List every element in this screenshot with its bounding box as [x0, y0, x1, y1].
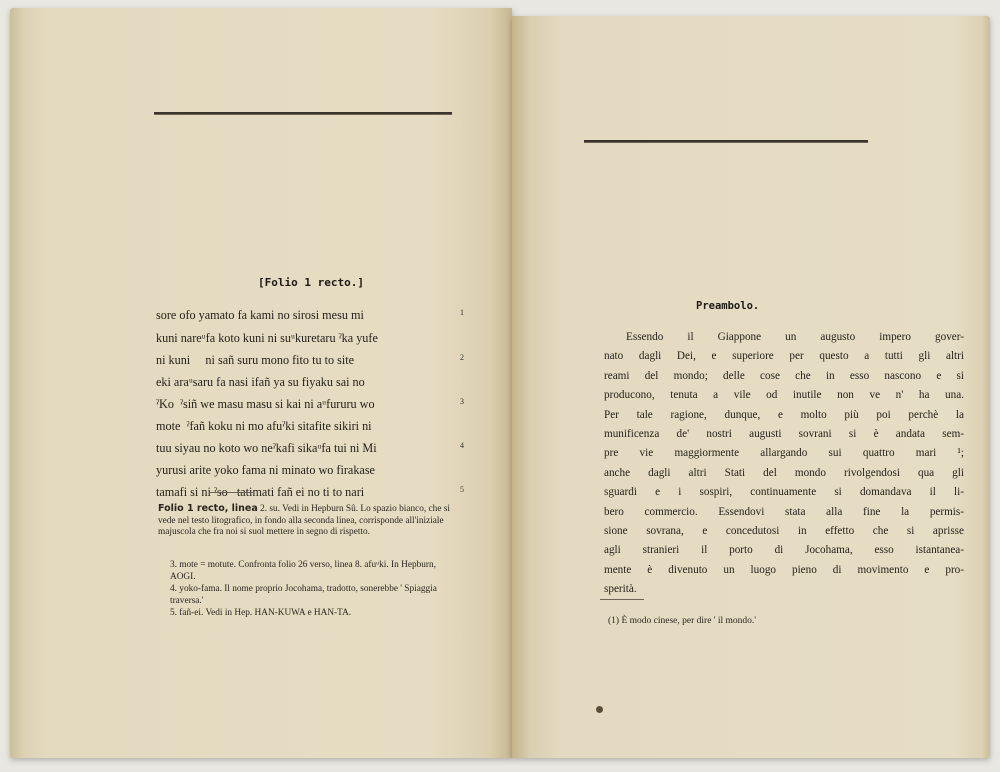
right-page [512, 16, 990, 758]
line-marker-5: 5 [460, 485, 464, 494]
line-marker-1: 1 [460, 308, 464, 317]
footnote-1 [158, 503, 458, 539]
footnote-4: 4. yoko-fama. Il nome proprio Jocohama, tradotto, sonerebbe ' Spiaggia traversa.' [170, 584, 437, 606]
transcription-line-9: tamafi si ni ˀso tatimati fañ ei no ti to nari [156, 485, 365, 499]
footnote-separator-right [600, 599, 644, 600]
paragraph-line: agli stranieri il porto di Jocohama, esso istantanea- [604, 544, 964, 557]
footnote-1-label: Folio 1 recto, linea [158, 503, 258, 514]
paragraph-line: sione sovrana, e concedutosi in effetto che si aprisse [604, 525, 964, 538]
paragraph-line: producono, tenuta a vile od inutile non ve n' ha una. [604, 389, 964, 402]
paragraph-line: Per tale ragione, dunque, e molto più poi perchè la [604, 408, 964, 421]
transcription-line-1: sore ofo yamato fa kami no sirosi mesu mi [156, 308, 364, 322]
paragraph-line: sguardi e i sospiri, continuamente si domandava il li- [604, 486, 964, 499]
preamble-title: Preambolo. [696, 300, 760, 312]
folio-heading: [Folio 1 recto.] [258, 276, 364, 289]
preamble-footnote: (1) È modo cinese, per dire ' il mondo.' [608, 616, 756, 626]
line-marker-2: 2 [460, 353, 464, 362]
footnote-1-text: 2. su. Vedi in Hepburn Sû. Lo spazio bianco, che si vede nel testo litografico, in fondo alla seconda linea, corrisponde all'iniziale majuscola che fra noi si suol mettere in segno di rispetto. [158, 504, 450, 538]
transcription-line-2: kuni nareᵘfa koto kuni ni suᵘkuretaru ˀka yufe [156, 331, 378, 345]
transcription-line-3: ni kuni ni sañ suru mono fito tu to site [156, 353, 355, 367]
line-marker-4: 4 [460, 441, 464, 450]
paragraph-line: mente è divenuto un luogo pieno di movimento e pro- [604, 563, 964, 576]
footnote-separator-left [210, 492, 254, 493]
paragraph-line: sperità. [604, 583, 637, 596]
transcription-line-7: tuu siyau no koto wo neˀkafi sikaᵘfa tui ni Mi [156, 441, 377, 455]
transcription-line-6: mote ˀfañ koku ni mo afuˀki sitafite sikiri ni [156, 419, 372, 433]
footnote-5: 5. fañ-ei. Vedi in Hep. HAN-KUWA e HAN-TA. [170, 608, 352, 618]
transcription-line-4: eki araᵘsaru fa nasi ifañ ya su fiyaku sai no [156, 375, 365, 389]
left-page [10, 8, 512, 758]
line-marker-3: 3 [460, 397, 464, 406]
paragraph-line: pre vie maggiormente allargando sui quattro mari ¹; [604, 447, 964, 460]
paragraph-line: Essendo il Giappone un augusto impero gover- [626, 331, 964, 343]
paragraph-line: reami del mondo; delle cose che in esso nascono e si [604, 369, 964, 382]
paragraph-line: anche dagli altri Stati del mondo rivolgendosi qua gli [604, 466, 964, 479]
open-book [10, 8, 990, 766]
footnote-3: 3. mote = motute. Confronta folio 26 verso, linea 8. afuᵘki. In Hepburn, AOGI. [170, 560, 436, 582]
paragraph-line: munificenza de' nostri augusti sovrani si è andata sem- [604, 428, 964, 441]
top-rule-right [584, 140, 868, 143]
transcription-line-5: ˀKo ˀsiñ we masu masu si kai ni aᵘfururu wo [156, 397, 375, 411]
paragraph-line: nato dagli Dei, e superiore per questo a tutti gli altri [604, 350, 964, 363]
paragraph-line: bero commercio. Essendovi stata alla fine la permis- [604, 505, 964, 518]
preamble-paragraph [604, 328, 964, 600]
top-rule-left [154, 112, 452, 115]
ink-spot [596, 706, 603, 713]
transcription-line-8: yurusi arite yoko fama ni minato wo firakase [156, 463, 375, 477]
